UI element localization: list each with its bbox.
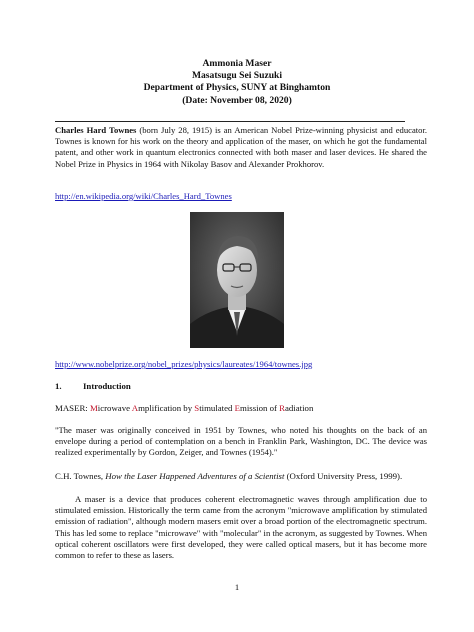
citation-author: C.H. Townes, — [55, 471, 106, 481]
department: Department of Physics, SUNY at Binghamton — [143, 82, 331, 94]
body-paragraph: A maser is a device that produces coherent electromagnetic waves through amplification due to stimulated emission. Historically the term came from the acronym "microwave amplification by stimulated emission of radiation", although modern masers emit over a broad portion of the electromagnetic spectrum. This has led some to replace "microwave" with "molecular" in the acronym, as suggested by Townes. When optical coherent oscillators were first developed, they were called optical masers, but it has become more common to refer to these as lasers. — [55, 494, 427, 561]
acronym-word: mission of — [240, 403, 280, 413]
intro-text: (born July 28, 1915) is an American Nobel Prize-winning physicist and educator. Townes is known for his work on the theory and application of the maser, on which he got the fundamental patent, and other work in quantum electronics connected with both maser and laser devices. He shared the Nobel Prize in Physics in 1964 with Nikolay Basov and Alexander Prokhorov. — [55, 125, 427, 169]
section-number: 1. — [55, 381, 62, 391]
citation-book: How the Laser Happened Adventures of a Scientist — [105, 471, 285, 481]
acronym-letter: R — [279, 403, 285, 413]
acronym-letter: S — [194, 403, 200, 413]
acronym-letter: E — [234, 403, 241, 413]
acronym-prefix: MASER: — [55, 403, 90, 413]
author-name: Masatsugu Sei Suzuki — [191, 70, 283, 82]
intro-paragraph — [55, 125, 427, 170]
portrait-photo — [190, 212, 284, 348]
acronym-word: timulated — [199, 403, 235, 413]
person-name: Charles Hard Townes — [55, 125, 137, 135]
townes-quote: "The maser was originally conceived in 1951 by Townes, who noted his thoughts on the back of an envelope during a period of contemplation on a bench in Franklin Park, Washington, DC. The device was realized experimentally by Gordon, Zeiger, and Townes (1954)." — [55, 425, 427, 458]
wikipedia-link[interactable]: http://en.wikipedia.org/wiki/Charles_Hard_Townes — [55, 191, 232, 201]
page-number: 1 — [234, 582, 240, 592]
section-title: Introduction — [83, 381, 131, 391]
acronym-letter: A — [131, 403, 139, 413]
acronym-letter: M — [89, 403, 98, 413]
nobel-photo-link[interactable]: http://www.nobelprize.org/nobel_prizes/physics/laureates/1964/townes.jpg — [55, 359, 313, 369]
document-header — [0, 58, 474, 107]
citation-publisher: (Oxford University Press, 1999). — [284, 471, 403, 481]
document-date: (Date: November 08, 2020) — [182, 94, 292, 106]
citation — [55, 471, 402, 482]
acronym-word: icrowave — [97, 403, 132, 413]
document-title: Ammonia Maser — [202, 58, 272, 69]
maser-acronym — [55, 403, 313, 414]
acronym-word: adiation — [285, 403, 314, 413]
acronym-word: mplification by — [138, 403, 195, 413]
section-heading — [55, 381, 131, 391]
header-divider — [55, 121, 405, 122]
